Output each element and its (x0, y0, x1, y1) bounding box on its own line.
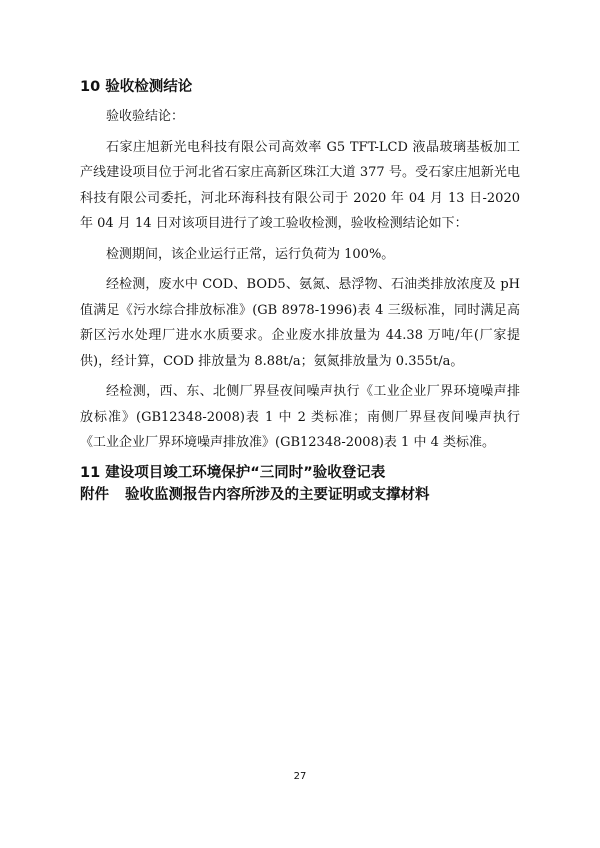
paragraph-intro-label: 验收验结论： (106, 109, 185, 124)
paragraph-noise-results: 经检测，西、东、北侧厂界昼夜间噪声执行《工业企业厂界环境噪声排放标准》(GB12348-2008)表 1 中 2 类标准；南侧厂界昼夜间噪声执行《工业企业厂界环境噪声排放准》(GB12348-2008)表 1 中 4 类标准。 (80, 384, 520, 450)
page-number: 27 (293, 771, 307, 782)
page-content (80, 76, 520, 506)
paragraph-wastewater-results: 经检测，废水中 COD、BOD5、氨氮、悬浮物、石油类排放浓度及 pH 值满足《污水综合排放标准》(GB 8978-1996)表 4 三级标准，同时满足高新区污水处理厂进水水质要求。企业废水排放量为 44.38 万吨/年(厂家提供)，经计算，COD 排放量为 8.88t/a；氨氮排放量为 0.355t/a。 (80, 277, 520, 369)
paragraph-project-description: 石家庄旭新光电科技有限公司高效率 G5 TFT-LCD 液晶玻璃基板加工产线建设项目位于河北省石家庄高新区珠江大道 377 号。受石家庄旭新光电科技有限公司委托，河北环海科技有限公司于 2020 年 04 月 13 日-2020 年 04 月 14 日对该项目进行了竣工验收检测，验收检测结论如下： (80, 139, 520, 231)
annex-title: 验收监测报告内容所涉及的主要证明或支撑材料 (125, 486, 430, 503)
section-11-heading: 11 建设项目竣工环境保护“三同时”验收登记表 (80, 464, 386, 481)
section-10-heading: 10 验收检测结论 (80, 79, 193, 95)
annex-heading (80, 484, 520, 506)
paragraph-operation-status: 检测期间，该企业运行正常，运行负荷为 100%。 (106, 246, 395, 262)
annex-label: 附件 (80, 486, 109, 503)
